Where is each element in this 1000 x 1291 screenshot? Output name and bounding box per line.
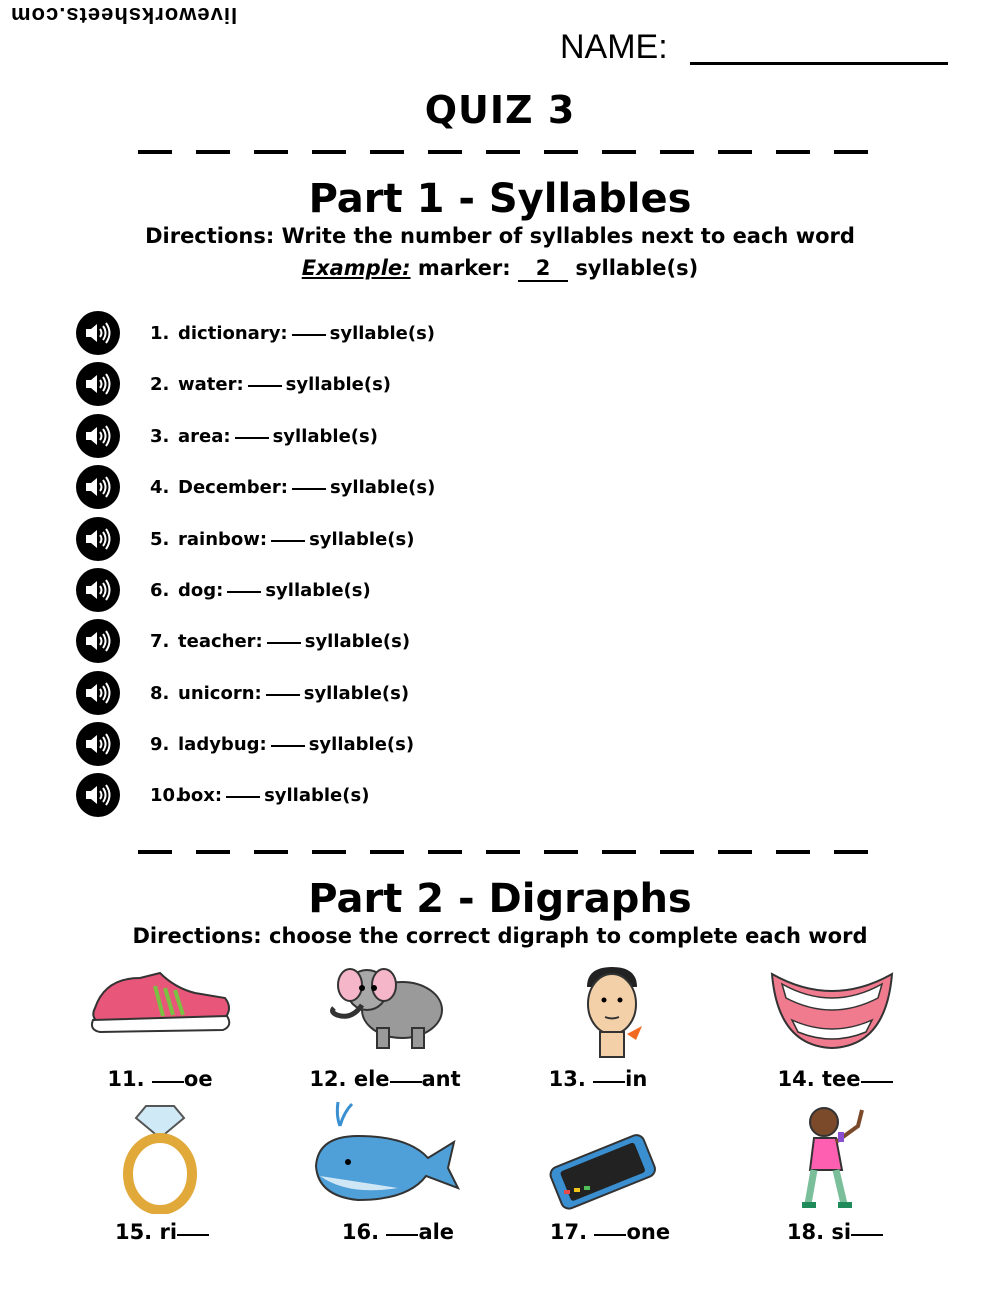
phone-icon: [544, 1130, 660, 1210]
example-suffix: syllable(s): [575, 256, 699, 280]
speaker-button[interactable]: [76, 517, 120, 561]
speaker-icon: [84, 425, 112, 447]
question-text: [178, 323, 435, 344]
speaker-button[interactable]: [76, 722, 120, 766]
digraph-blank[interactable]: [593, 1081, 625, 1083]
question-row: [76, 772, 369, 818]
speaker-icon: [84, 682, 112, 704]
speaker-icon: [84, 733, 112, 755]
item-after: ant: [421, 1067, 461, 1091]
digraph-blank[interactable]: [861, 1081, 893, 1083]
question-row: [76, 361, 391, 407]
quiz-title: QUIZ 3: [424, 88, 576, 132]
example-label: Example:: [301, 256, 411, 280]
digraph-blank[interactable]: [594, 1234, 626, 1236]
question-word: ladybug:: [178, 733, 267, 755]
digraph-blank[interactable]: [152, 1081, 184, 1083]
example-word: marker:: [417, 256, 511, 280]
singer-icon: [796, 1100, 872, 1214]
question-word: December:: [178, 476, 288, 498]
digraph-item: [510, 1220, 710, 1244]
item-number: 12.: [309, 1067, 347, 1091]
question-suffix: syllable(s): [272, 425, 378, 447]
question-text: [178, 631, 410, 652]
question-number: 8.: [150, 682, 170, 704]
whale-icon: [308, 1096, 464, 1210]
part1-title: Part 1 - Syllables: [308, 176, 692, 222]
answer-blank[interactable]: [271, 540, 305, 542]
divider: [138, 850, 868, 854]
digraph-blank[interactable]: [390, 1081, 422, 1083]
question-suffix: syllable(s): [304, 630, 411, 652]
digraph-item: [62, 1220, 262, 1244]
question-number: 1.: [150, 322, 170, 344]
question-text: [178, 529, 414, 550]
speaker-button[interactable]: [76, 465, 120, 509]
question-word: dog:: [178, 579, 224, 601]
speaker-icon: [84, 322, 112, 344]
divider: [138, 150, 868, 154]
question-row: [76, 413, 378, 459]
speaker-button[interactable]: [76, 773, 120, 817]
question-text: [178, 734, 414, 755]
question-row: [76, 310, 435, 356]
teeth-icon: [768, 968, 896, 1052]
speaker-icon: [84, 579, 112, 601]
question-number: 4.: [150, 476, 170, 498]
question-row: [76, 567, 371, 613]
elephant-icon: [322, 960, 450, 1052]
question-suffix: syllable(s): [329, 476, 436, 498]
item-number: 13.: [548, 1067, 586, 1091]
speaker-icon: [84, 630, 112, 652]
answer-blank[interactable]: [292, 488, 326, 490]
digraph-blank[interactable]: [386, 1234, 418, 1236]
digraph-blank[interactable]: [177, 1234, 209, 1236]
digraph-item: [285, 1067, 485, 1091]
digraph-item: [735, 1067, 935, 1091]
item-number: 11.: [107, 1067, 145, 1091]
question-text: [178, 426, 378, 447]
question-suffix: syllable(s): [329, 322, 436, 344]
question-word: box:: [178, 784, 223, 806]
question-number: 2.: [150, 373, 170, 395]
name-input-line[interactable]: [690, 62, 948, 65]
question-text: [178, 785, 369, 806]
speaker-icon: [84, 476, 112, 498]
item-before: si: [831, 1220, 852, 1244]
answer-blank[interactable]: [292, 334, 326, 336]
question-text: [178, 580, 371, 601]
question-text: [178, 374, 391, 395]
answer-blank[interactable]: [227, 591, 261, 593]
question-row: [76, 464, 435, 510]
name-label: NAME:: [560, 28, 668, 66]
item-number: 18.: [786, 1220, 825, 1244]
item-before: ri: [159, 1220, 178, 1244]
speaker-button[interactable]: [76, 568, 120, 612]
example-answer: 2: [518, 256, 568, 282]
item-after: in: [625, 1067, 648, 1091]
answer-blank[interactable]: [226, 796, 260, 798]
answer-blank[interactable]: [266, 694, 300, 696]
question-word: area:: [178, 425, 231, 447]
question-suffix: syllable(s): [303, 682, 410, 704]
part1-directions: Directions: Write the number of syllables next to each word: [145, 224, 855, 248]
part2-directions: Directions: choose the correct digraph to complete each word: [132, 924, 868, 948]
answer-blank[interactable]: [235, 437, 269, 439]
item-number: 17.: [549, 1220, 588, 1244]
digraph-item: [60, 1067, 260, 1091]
question-word: water:: [178, 373, 244, 395]
question-text: [178, 477, 435, 498]
digraph-item: [298, 1220, 498, 1244]
question-suffix: syllable(s): [264, 784, 370, 806]
question-row: [76, 721, 414, 767]
item-before: tee: [821, 1067, 861, 1091]
question-row: [76, 670, 409, 716]
question-suffix: syllable(s): [308, 733, 415, 755]
question-row: [76, 618, 410, 664]
question-word: rainbow:: [178, 528, 268, 550]
item-after: ale: [418, 1220, 455, 1244]
question-suffix: syllable(s): [265, 579, 371, 601]
question-word: unicorn:: [178, 682, 262, 704]
watermark: liveworksheets.com: [10, 3, 238, 28]
digraph-item: [735, 1220, 935, 1244]
speaker-button[interactable]: [76, 414, 120, 458]
answer-blank[interactable]: [267, 642, 301, 644]
item-number: 16.: [341, 1220, 380, 1244]
part2-title: Part 2 - Digraphs: [308, 876, 692, 922]
item-before: ele: [353, 1067, 390, 1091]
item-number: 14.: [777, 1067, 815, 1091]
question-suffix: syllable(s): [309, 528, 415, 550]
question-suffix: syllable(s): [285, 373, 392, 395]
answer-blank[interactable]: [271, 745, 305, 747]
digraph-blank[interactable]: [851, 1234, 883, 1236]
question-word: dictionary:: [178, 322, 288, 344]
item-after: one: [626, 1220, 671, 1244]
shoe-icon: [85, 968, 235, 1038]
speaker-button[interactable]: [76, 619, 120, 663]
question-number: 10.: [150, 784, 182, 806]
answer-blank[interactable]: [248, 385, 282, 387]
speaker-button[interactable]: [76, 671, 120, 715]
question-number: 9.: [150, 733, 170, 755]
item-after: oe: [183, 1067, 213, 1091]
speaker-icon: [84, 528, 112, 550]
speaker-icon: [84, 373, 112, 395]
ring-icon: [118, 1102, 202, 1214]
question-number: 6.: [150, 579, 170, 601]
question-text: [178, 683, 409, 704]
chin-icon: [572, 962, 652, 1062]
digraph-item: [498, 1067, 698, 1091]
question-row: [76, 516, 414, 562]
speaker-icon: [84, 784, 112, 806]
question-number: 7.: [150, 630, 170, 652]
question-word: teacher:: [178, 630, 263, 652]
item-number: 15.: [114, 1220, 153, 1244]
question-number: 3.: [150, 425, 170, 447]
example: [0, 256, 1000, 282]
speaker-button[interactable]: [76, 311, 120, 355]
question-number: 5.: [150, 528, 170, 550]
speaker-button[interactable]: [76, 362, 120, 406]
